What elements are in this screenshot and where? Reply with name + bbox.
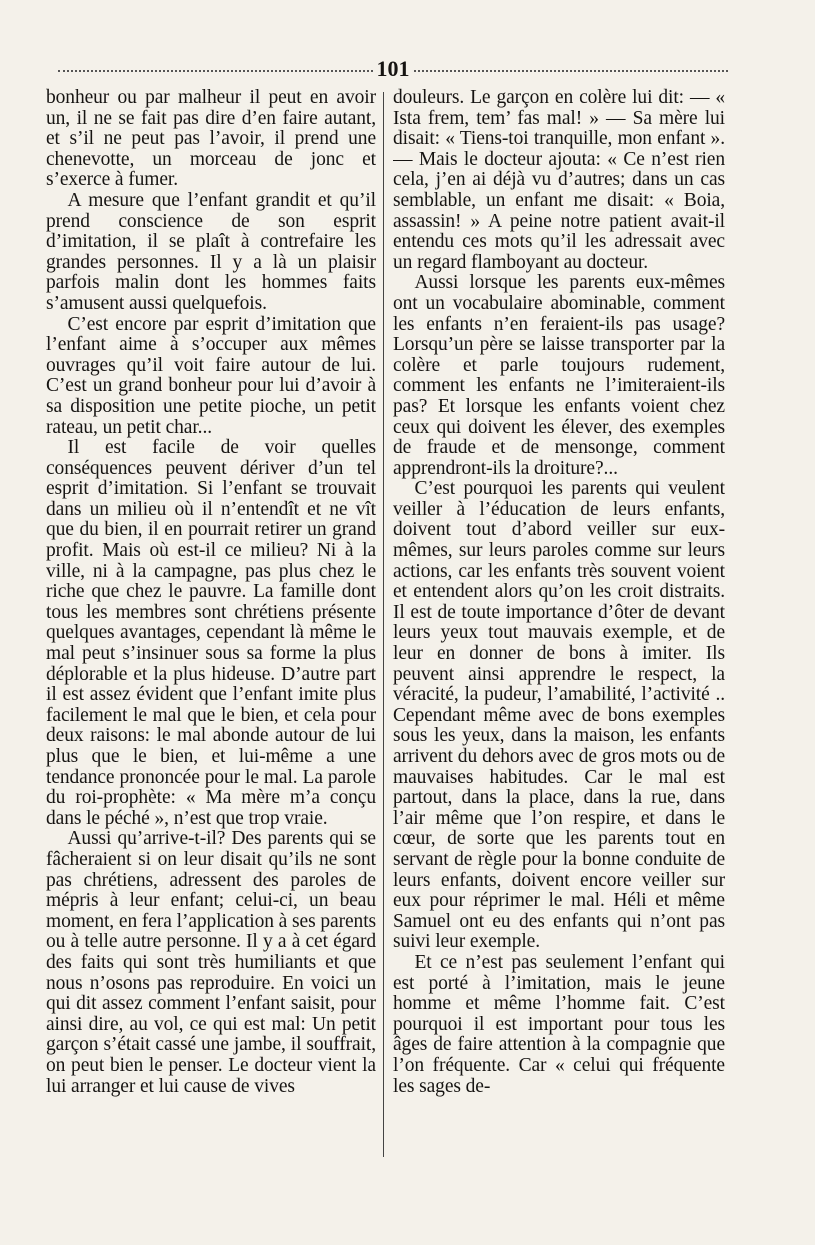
paragraph: Aussi qu’arrive-t-il? Des parents qui se fâcheraient si on leur disait qu’ils ne sont pas chrétiens, adressent des paroles de mépris à leur enfant; celui-ci, un beau moment, en fera l’application à ses parents ou à telle autre personne. Il y a à cet égard des faits qui sont très humiliants et que nous n’osons pas reproduire. En voici un qui dit assez comment l’enfant saisit, pour ainsi dire, au vol, ce qui est mal: Un petit garçon s’était cassé une jambe, il souffrait, on peut bien le penser. Le docteur vient la lui arranger et lui cause de vives: [46, 828, 376, 1097]
paragraph: C’est pourquoi les parents qui veulent veiller à l’éducation de leurs enfants, doivent tout d’abord veiller sur eux-mêmes, sur leurs paroles comme sur leurs actions, car les enfants très souvent voient et entendent alors qu’on les croit distraits. Il est de toute importance d’ôter de devant leurs yeux tout mauvais exemple, et de leur en donner de bons à imiter. Ils peuvent ainsi apprendre le respect, la véracité, la pudeur, l’amabilité, l’activité .. Cependant même avec de bons exemples sous les yeux, dans la maison, les enfants arrivent du dehors avec de gros mots ou de mauvaises habitudes. Car le mal est partout, dans la place, dans la rue, dans l’air même que l’on respire, et dans le cœur, de sorte que les parents tout en servant de règle pour la bonne conduite de leurs enfants, doivent encore veiller sur eux pour réprimer le mal. Héli et même Samuel ont eu des enfants qui n’ont pas suivi leur exemple.: [393, 478, 725, 953]
column-divider: [383, 92, 384, 1157]
header-rule-right: [414, 70, 729, 72]
left-column: [46, 88, 376, 1163]
page-header: [58, 58, 728, 80]
right-column: [393, 88, 725, 1163]
paragraph: Et ce n’est pas seulement l’enfant qui est porté à l’imitation, mais le jeune homme et même l’homme fait. C’est pourquoi il est important pour tous les âges de faire attention à la compagnie que l’on fréquente. Car « celui qui fréquente les sages de-: [393, 951, 725, 1097]
paragraph: Aussi lorsque les parents eux-mêmes ont un vocabulaire abominable, comment les enfants n’en feraient-ils pas usage? Lorsqu’un père se laisse transporter par la colère et parle toujours rudement, comment les enfants ne l’imiteraient-ils pas? Et lorsque les enfants voient chez ceux qui doivent les élever, des exemples de fraude et de mensonge, comment apprendront-ils la droiture?...: [393, 272, 725, 479]
header-rule-left: [58, 70, 373, 72]
page-number: 101: [376, 56, 410, 81]
paragraph: bonheur ou par malheur il peut en avoir un, il ne se fait pas dire d’en faire autant, et s’il ne peut pas l’avoir, il prend une chenevotte, un morceau de jonc et s’exerce à fumer.: [46, 88, 376, 191]
paragraph: douleurs. Le garçon en colère lui dit: — « Ista frem, tem’ fas mal! » — Sa mère lui disait: « Tiens-toi tranquille, mon enfant ». — Mais le docteur ajouta: « Ce n’est rien cela, j’en ai déjà vu d’autres; dans un cas semblable, un enfant me disait: « Boia, assassin! » A peine notre patient avait-il entendu ces mots qu’il les adressait avec un regard flamboyant au docteur.: [393, 88, 725, 273]
paragraph: C’est encore par esprit d’imitation que l’enfant aime à s’occuper aux mêmes ouvrages qu’il voit faire autour de lui. C’est un grand bonheur pour lui d’avoir à sa disposition une petite pioche, un petit rateau, un petit char...: [46, 313, 376, 438]
paragraph: A mesure que l’enfant grandit et qu’il prend conscience de son esprit d’imitation, il se plaît à contrefaire les grandes personnes. Il y a là un plaisir parfois malin dont les hommes faits s’amusent aussi quelquefois.: [46, 189, 376, 314]
paragraph: Il est facile de voir quelles conséquences peuvent dériver d’un tel esprit d’imitation. Si l’enfant se trouvait dans un milieu où il n’entendît et ne vît que du bien, il en pourrait retirer un grand profit. Mais où est-il ce milieu? Ni à la ville, ni à la campagne, pas plus chez le riche que chez le pauvre. La famille dont tous les membres sont chrétiens présente quelques avantages, cependant là même le mal peut s’insinuer sous sa forme la plus déplorable et la plus hideuse. D’autre part il est assez évident que l’enfant imite plus facilement le mal que le bien, et cela pour deux raisons: le mal abonde autour de lui plus que le bien, et lui-même a une tendance prononcée pour le mal. La parole du roi-prophète: « Ma mère m’a conçu dans le péché », n’est que trop vraie.: [46, 437, 376, 829]
